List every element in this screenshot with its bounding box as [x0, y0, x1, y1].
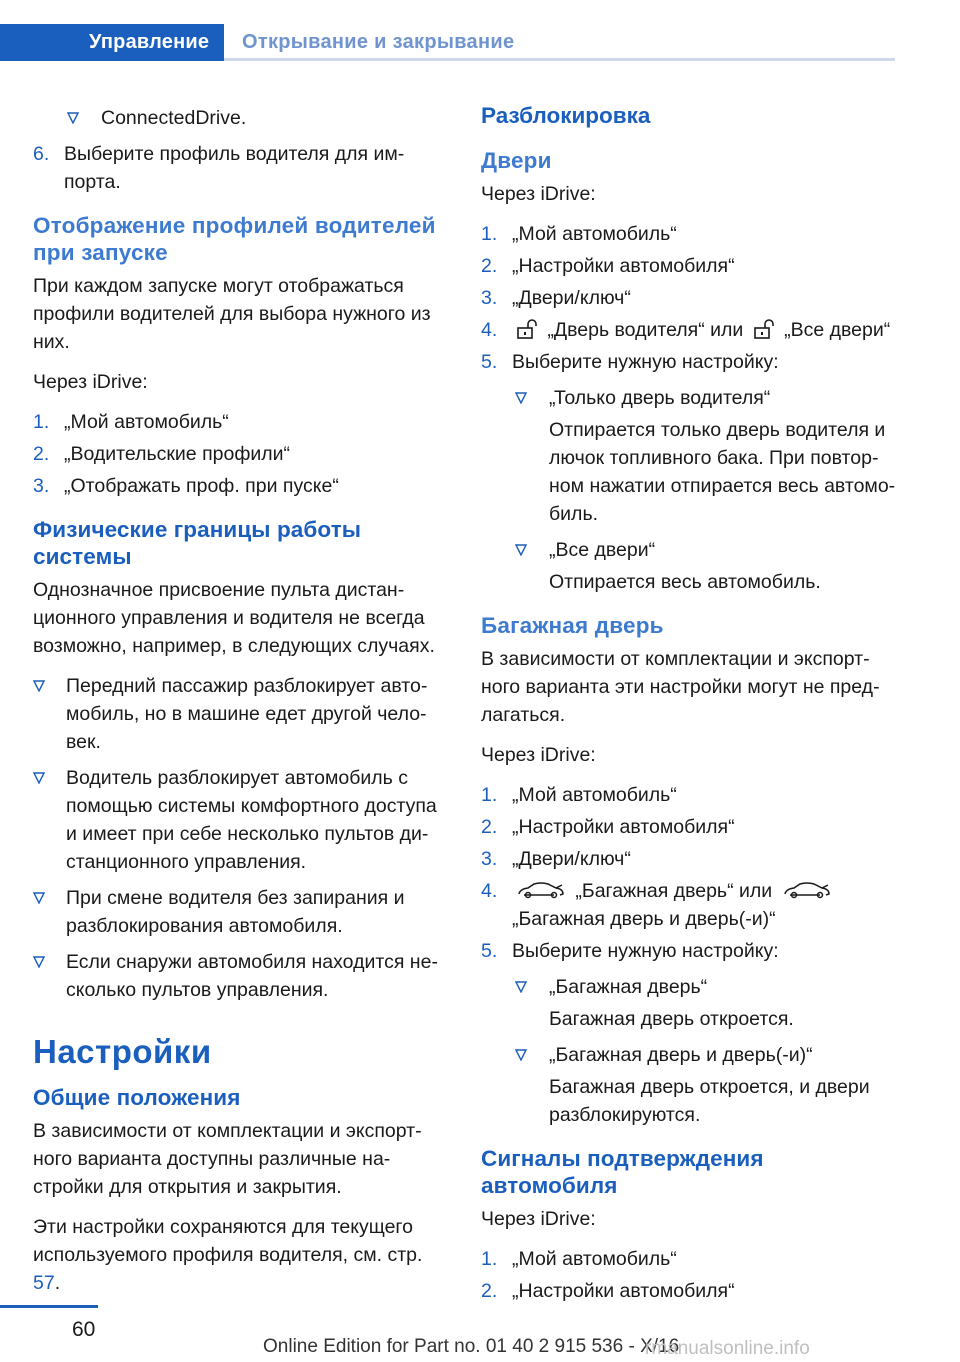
step-number: 3.	[481, 848, 498, 870]
page-reference-link[interactable]: 57	[33, 1272, 55, 1294]
option-description: Отпирается весь автомобиль.	[549, 571, 821, 593]
list-item-text: Передний пассажир разблокирует автомобиль, но в машине едет другой человек.	[66, 675, 428, 753]
right-column	[481, 100, 896, 1313]
step-number: 4.	[481, 880, 498, 902]
step-text: „Все двери“	[784, 319, 891, 341]
step-number: 3.	[33, 475, 50, 497]
section-heading-unlock: Разблокировка	[481, 103, 651, 128]
unlocked-padlock-icon	[753, 319, 775, 339]
step-text: „Отображать проф. при пуске“	[64, 475, 339, 497]
top-step-list	[33, 140, 445, 196]
triangle-bullet-icon	[515, 1049, 527, 1061]
list-item	[481, 316, 896, 344]
list-item	[33, 408, 445, 436]
step-number: 1.	[481, 784, 498, 806]
list-item	[481, 384, 896, 528]
header-chapter-tab: Открывание и закрывание	[242, 31, 515, 53]
section-heading-limits: Физические границы работы системы	[33, 517, 362, 569]
step-text: „Мой автомобиль“	[512, 223, 677, 245]
page-number: 60	[72, 1318, 96, 1341]
list-item	[481, 1245, 896, 1273]
list-item	[481, 536, 896, 596]
triangle-bullet-icon	[515, 981, 527, 993]
list-item-text: Водитель разблокирует автомобиль с помощью системы комфортного доступа и имеет при себе несколько пультов дистанционного управления.	[66, 767, 437, 873]
list-item	[481, 348, 896, 376]
list-item	[481, 877, 896, 933]
triangle-bullet-icon	[515, 544, 527, 556]
step-text: „Багажная дверь“ или	[575, 880, 773, 902]
signals-step-list	[481, 1245, 896, 1305]
step-number: 2.	[481, 255, 498, 277]
subheading-tailgate: Багажная дверь	[481, 613, 664, 638]
via-idrive-label: Через iDrive:	[481, 1208, 596, 1230]
paragraph-general-2: Эти настройки сохраняются для текущего используемого профиля водителя, см. стр. 57.	[33, 1216, 423, 1294]
list-item	[33, 472, 445, 500]
via-idrive-label: Через iDrive:	[481, 744, 596, 766]
step-number: 2.	[33, 443, 50, 465]
triangle-bullet-icon	[33, 772, 45, 784]
triangle-bullet-icon	[33, 892, 45, 904]
step-number: 3.	[481, 287, 498, 309]
step-text: „Мой автомобиль“	[64, 411, 229, 433]
list-item	[481, 284, 896, 312]
paragraph-profiles: При каждом запуске могут отображаться профили водителей для выбора нужного из них.	[33, 275, 431, 353]
option-title: „Багажная дверь“	[549, 976, 708, 998]
step-text: „Настройки автомобиля“	[512, 816, 735, 838]
step-number: 2.	[481, 1280, 498, 1302]
step-text: „Настройки автомобиля“	[512, 1280, 735, 1302]
via-idrive-label: Через iDrive:	[481, 183, 596, 205]
footer-edition-text: Online Edition for Part no. 01 40 2 915 536 - X/16	[263, 1336, 680, 1357]
list-item	[481, 845, 896, 873]
option-title: „Все двери“	[549, 539, 656, 561]
profiles-step-list	[33, 408, 445, 500]
chapter-heading-settings: Настройки	[33, 1033, 212, 1070]
tailgate-step-list	[481, 781, 896, 965]
step-number: 1.	[33, 411, 50, 433]
list-item	[481, 252, 896, 280]
section-heading-general: Общие положения	[33, 1085, 241, 1110]
step-text: „Настройки автомобиля“	[512, 255, 735, 277]
car-tailgate-icon	[782, 880, 832, 900]
option-title: „Только дверь водителя“	[549, 387, 771, 409]
step-number: 1.	[481, 223, 498, 245]
left-column	[33, 100, 445, 1309]
doors-step-list	[481, 220, 896, 376]
list-item	[33, 440, 445, 468]
list-item	[33, 104, 445, 132]
step-text: „Мой автомобиль“	[512, 1248, 677, 1270]
list-item	[481, 937, 896, 965]
step-text: Выберите профиль водителя для импорта.	[64, 143, 405, 193]
subheading-doors: Двери	[481, 148, 552, 173]
top-bullet-list	[33, 104, 445, 132]
list-item	[33, 140, 445, 196]
step-number: 5.	[481, 351, 498, 373]
list-item	[481, 1041, 896, 1129]
triangle-bullet-icon	[33, 680, 45, 692]
doors-options-list	[481, 384, 896, 596]
step-text: „Водительские профили“	[64, 443, 291, 465]
car-tailgate-icon	[516, 880, 566, 900]
tailgate-options-list	[481, 973, 896, 1129]
step-text: „Двери/ключ“	[512, 287, 631, 309]
list-item	[481, 813, 896, 841]
step-text: Выберите нужную настройку:	[512, 940, 779, 962]
paragraph-limits: Однозначное присвоение пульта дистанционного управления и водителя не всегда возможно, например, в следующих случаях.	[33, 579, 435, 657]
triangle-bullet-icon	[515, 392, 527, 404]
list-item	[481, 220, 896, 248]
section-heading-signals: Сигналы подтверждения автомобиля	[481, 1146, 764, 1198]
list-item-text: ConnectedDrive.	[101, 107, 247, 129]
list-item-text: При смене водителя без запирания и разблокирования автомобиля.	[66, 887, 405, 937]
list-item	[33, 948, 445, 1004]
list-item	[481, 781, 896, 809]
paragraph-general-1: В зависимости от комплектации и экспортного варианта доступны различные настройки для открытия и закрытия.	[33, 1120, 422, 1198]
step-text: „Двери/ключ“	[512, 848, 631, 870]
section-heading-profiles: Отображение профилей водителей при запуске	[33, 213, 436, 265]
step-number: 2.	[481, 816, 498, 838]
list-item	[33, 764, 445, 876]
step-text: Выберите нужную настройку:	[512, 351, 779, 373]
list-item	[481, 1277, 896, 1305]
step-number: 4.	[481, 319, 498, 341]
list-item-text: Если снаружи автомобиля находится несколько пультов управления.	[66, 951, 438, 1001]
paragraph-tailgate: В зависимости от комплектации и экспортного варианта эти настройки могут не предлагаться.	[481, 648, 880, 726]
step-text: „Дверь водителя“ или	[547, 319, 744, 341]
step-number: 5.	[481, 940, 498, 962]
step-text: „Багажная дверь и дверь(-и)“	[512, 908, 776, 930]
option-description: Отпирается только дверь водителя и лючок топливного бака. При повторном нажатии отпирается весь автомобиль.	[549, 419, 896, 525]
triangle-bullet-icon	[67, 112, 79, 124]
step-number: 6.	[33, 143, 50, 165]
header-section-tab: Управление	[0, 24, 224, 61]
option-description: Багажная дверь откроется, и двери разблокируются.	[549, 1076, 870, 1126]
step-text: „Мой автомобиль“	[512, 784, 677, 806]
watermark-text: rmanualsonline.info	[645, 1338, 810, 1359]
footer-rule	[0, 1305, 98, 1308]
list-item	[33, 884, 445, 940]
list-item	[481, 973, 896, 1033]
option-description: Багажная дверь откроется.	[549, 1008, 794, 1030]
option-title: „Багажная дверь и дверь(-и)“	[549, 1044, 813, 1066]
via-idrive-label: Через iDrive:	[33, 371, 148, 393]
unlocked-padlock-icon	[516, 319, 538, 339]
step-number: 1.	[481, 1248, 498, 1270]
limits-bullet-list	[33, 672, 445, 1004]
list-item	[33, 672, 445, 756]
triangle-bullet-icon	[33, 956, 45, 968]
